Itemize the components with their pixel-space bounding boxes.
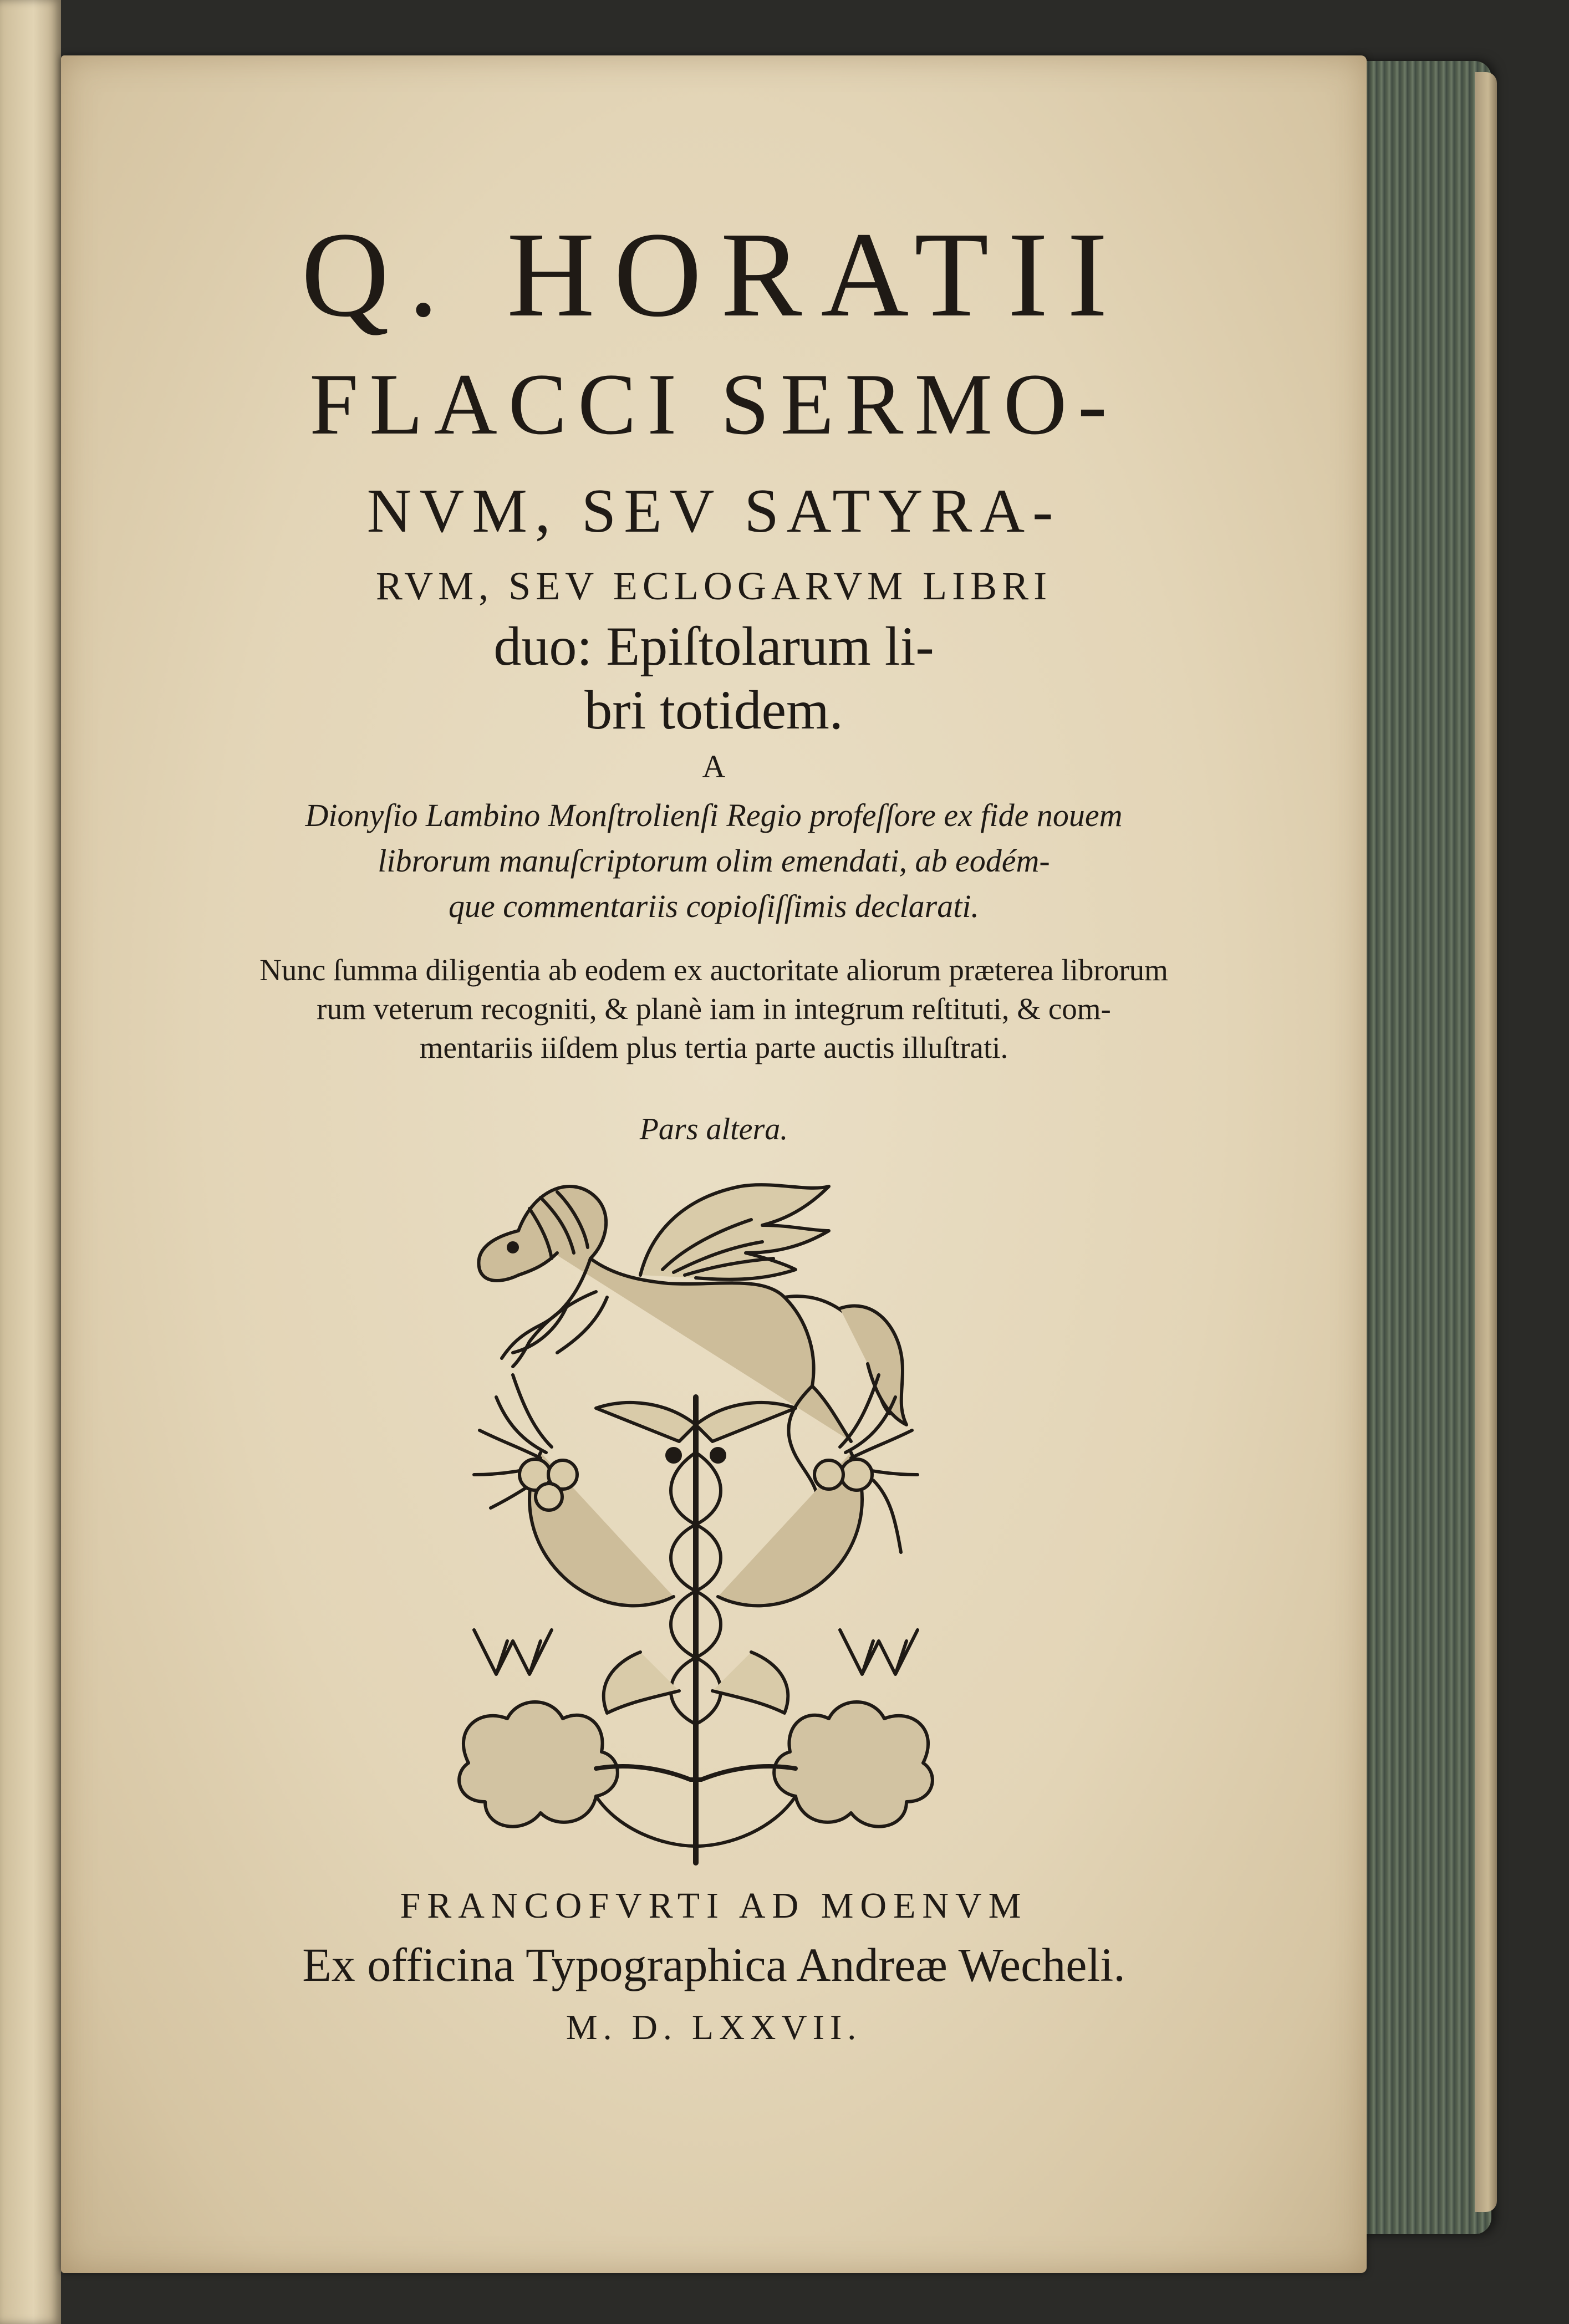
pegasus-caduceus-device-icon bbox=[430, 1164, 962, 1879]
facing-page-edge bbox=[0, 0, 61, 2324]
title-line-3: NVM, SEV SATYRA- bbox=[366, 477, 1061, 546]
title-line-6: bri totidem. bbox=[584, 679, 843, 741]
description-line: rum veterum recogniti, & planè iam in integrum reſtituti, & com- bbox=[317, 992, 1111, 1026]
title-line-1: Q. HORATII bbox=[301, 207, 1127, 342]
imprint-city: FRANCOFVRTI AD MOENVM bbox=[400, 1885, 1028, 1926]
editor-line: Dionyſio Lambino Monſtrolienſi Regio profeſſore ex fide nouem bbox=[305, 797, 1123, 833]
part-label: Pars altera. bbox=[639, 1112, 788, 1146]
editor-statement bbox=[61, 793, 1367, 929]
title-page bbox=[61, 55, 1367, 2273]
editor-line: librorum manuſcriptorum olim emendati, ab eodém- bbox=[378, 843, 1050, 879]
editor-line: que commentariis copioſiſſimis declarati. bbox=[449, 888, 979, 924]
description-line: Nunc ſumma diligentia ab eodem ex auctoritate aliorum præterea librorum bbox=[259, 953, 1168, 987]
book-binding bbox=[1475, 72, 1497, 2212]
title-line-5: duo: Epiſtolarum li- bbox=[493, 615, 934, 677]
book-fore-edge bbox=[1353, 61, 1491, 2234]
description-paragraph bbox=[61, 951, 1367, 1067]
preposition: A bbox=[702, 748, 726, 784]
title-line-4: RVM, SEV ECLOGARVM LIBRI bbox=[375, 564, 1052, 608]
title-line-2: FLACCI SERMO- bbox=[309, 356, 1118, 453]
description-line: mentariis iiſdem plus tertia parte auctis illuſtrati. bbox=[419, 1031, 1008, 1064]
imprint-year: M. D. LXXVII. bbox=[566, 2007, 862, 2047]
imprint-printer: Ex officina Typographica Andreæ Wecheli. bbox=[302, 1938, 1125, 1991]
